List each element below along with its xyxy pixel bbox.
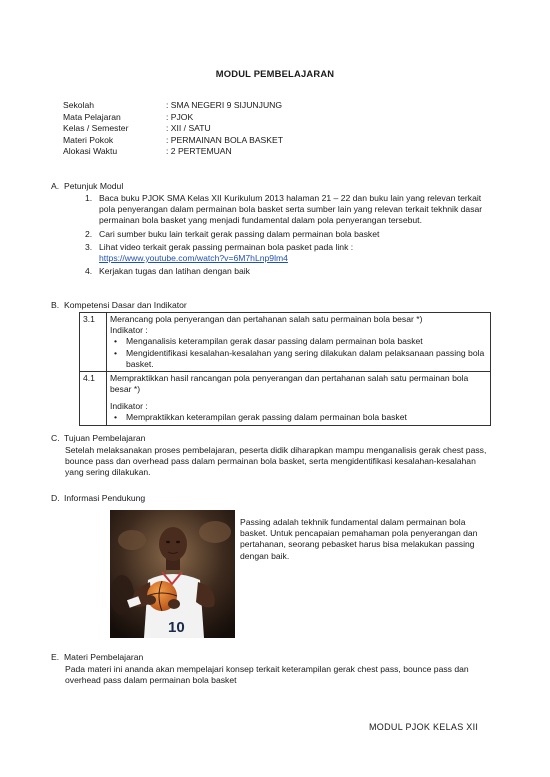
kd-number: 3.1 — [80, 313, 107, 372]
section-title: Informasi Pendukung — [64, 493, 146, 503]
info-label: Sekolah — [63, 100, 95, 110]
list-number: 4. — [85, 266, 93, 277]
kd-number: 4.1 — [80, 371, 107, 425]
indicator-item: • Menganalisis keterampilan gerak dasar passing dalam permainan bola basket — [126, 336, 487, 347]
info-row-school — [63, 100, 283, 112]
learning-material-text: Pada materi ini ananda akan mempelajari konsep terkait keterampilan gerak chest pass, bounce pass dan overhead pass dalam permainan bola basket — [65, 664, 469, 686]
section-title: Materi Pembelajaran — [64, 652, 144, 662]
info-value: : XII / SATU — [166, 123, 211, 134]
section-a-heading — [51, 181, 123, 192]
indicator-item: • Mempraktikkan keterampilan gerak passing dalam permainan bola basket — [126, 412, 487, 423]
kd-cell — [107, 371, 491, 425]
info-row-class — [63, 123, 283, 135]
list-text: Cari sumber buku lain terkait gerak passing dalam permainan bola basket — [99, 228, 380, 239]
info-row-topic — [63, 135, 283, 147]
table-row — [80, 371, 491, 425]
document-title: MODUL PEMBELAJARAN — [215, 68, 335, 79]
info-label: Materi Pokok — [63, 134, 114, 145]
section-b-heading — [51, 300, 187, 311]
section-title: Kompetensi Dasar dan Indikator — [64, 300, 187, 310]
page-footer: MODUL PJOK KELAS XII — [369, 722, 479, 732]
section-letter: D. — [51, 493, 60, 503]
list-text: Baca buku PJOK SMA Kelas XII Kurikulum 2013 halaman 21 – 22 dan buku lain yang relevan terkait pola penyerangan dalam permainan bola basket serta sumber lain yang relevan terkait tekhnik dasar permainan bola basket yang menjadi fundamental dalam pola penyerangan tersebut. — [99, 193, 483, 226]
video-link[interactable]: https://www.youtube.com/watch?v=6M7hLnp9lm4 — [99, 252, 288, 263]
info-label: Alokasi Waktu — [63, 146, 118, 157]
list-item — [85, 242, 490, 264]
list-item — [85, 266, 490, 277]
list-item — [85, 193, 490, 227]
list-number: 2. — [85, 228, 93, 239]
indicator-item: • Mengidentifikasi kesalahan-kesalahan yang sering dilakukan dalam pelaksanaan passing bola basket. — [126, 348, 487, 370]
learning-goal-text: Setelah melaksanakan proses pembelajaran, peserta didik diharapkan mampu menganalisis gerak chest pass, bounce pass dan overhead pass dalam permainan bola basket, serta mengidentifikasi kesalahan-kesalahan yang sering dilakukan. — [65, 445, 487, 478]
instruction-list — [85, 193, 490, 279]
section-title: Tujuan Pembelajaran — [64, 433, 146, 443]
indicator-list — [110, 412, 487, 423]
info-value: : PERMAINAN BOLA BASKET — [166, 134, 284, 145]
section-title: Petunjuk Modul — [64, 181, 124, 191]
list-text: Lihat video terkait gerak passing permainan bola pasket pada link : — [99, 241, 354, 252]
basketball-player-image — [110, 510, 235, 638]
supporting-info-text: Passing adalah tekhnik fundamental dalam permainan bola basket. Untuk pencapaian pemahaman pola penyerangan dan pertahanan, seorang pebasket harus bisa melakukan passing dengan baik. — [240, 517, 478, 561]
identity-table — [63, 100, 283, 158]
info-label: Mata Pelajaran — [63, 111, 121, 122]
section-d-heading — [51, 493, 145, 504]
list-number: 1. — [85, 193, 93, 203]
kd-text: Merancang pola penyerangan dan pertahanan salah satu permainan bola besar *) — [110, 314, 423, 324]
info-value: : SMA NEGERI 9 SIJUNJUNG — [166, 100, 283, 110]
section-letter: A. — [51, 181, 60, 191]
kd-cell — [107, 313, 491, 372]
section-letter: C. — [51, 433, 60, 443]
list-number: 3. — [85, 241, 93, 252]
competency-table — [79, 312, 491, 426]
indicator-list — [110, 336, 487, 370]
section-letter: B. — [51, 300, 60, 310]
kd-text: Mempraktikkan hasil rancangan pola penyerangan dan pertahanan salah satu permainan bola besar *) — [110, 372, 469, 395]
list-text: Kerjakan tugas dan latihan dengan baik — [99, 266, 250, 277]
section-e-heading — [51, 652, 143, 663]
indicator-label: Indikator : — [110, 325, 148, 336]
info-row-subject — [63, 112, 283, 124]
info-value: : 2 PERTEMUAN — [166, 146, 232, 157]
info-row-time — [63, 146, 283, 158]
jersey-number: 10 — [168, 619, 185, 636]
info-label: Kelas / Semester — [63, 123, 129, 134]
table-row — [80, 313, 491, 372]
list-item — [85, 229, 490, 240]
section-letter: E. — [51, 652, 60, 662]
info-value: : PJOK — [166, 111, 194, 122]
section-c-heading — [51, 433, 145, 444]
indicator-label: Indikator : — [110, 401, 148, 412]
